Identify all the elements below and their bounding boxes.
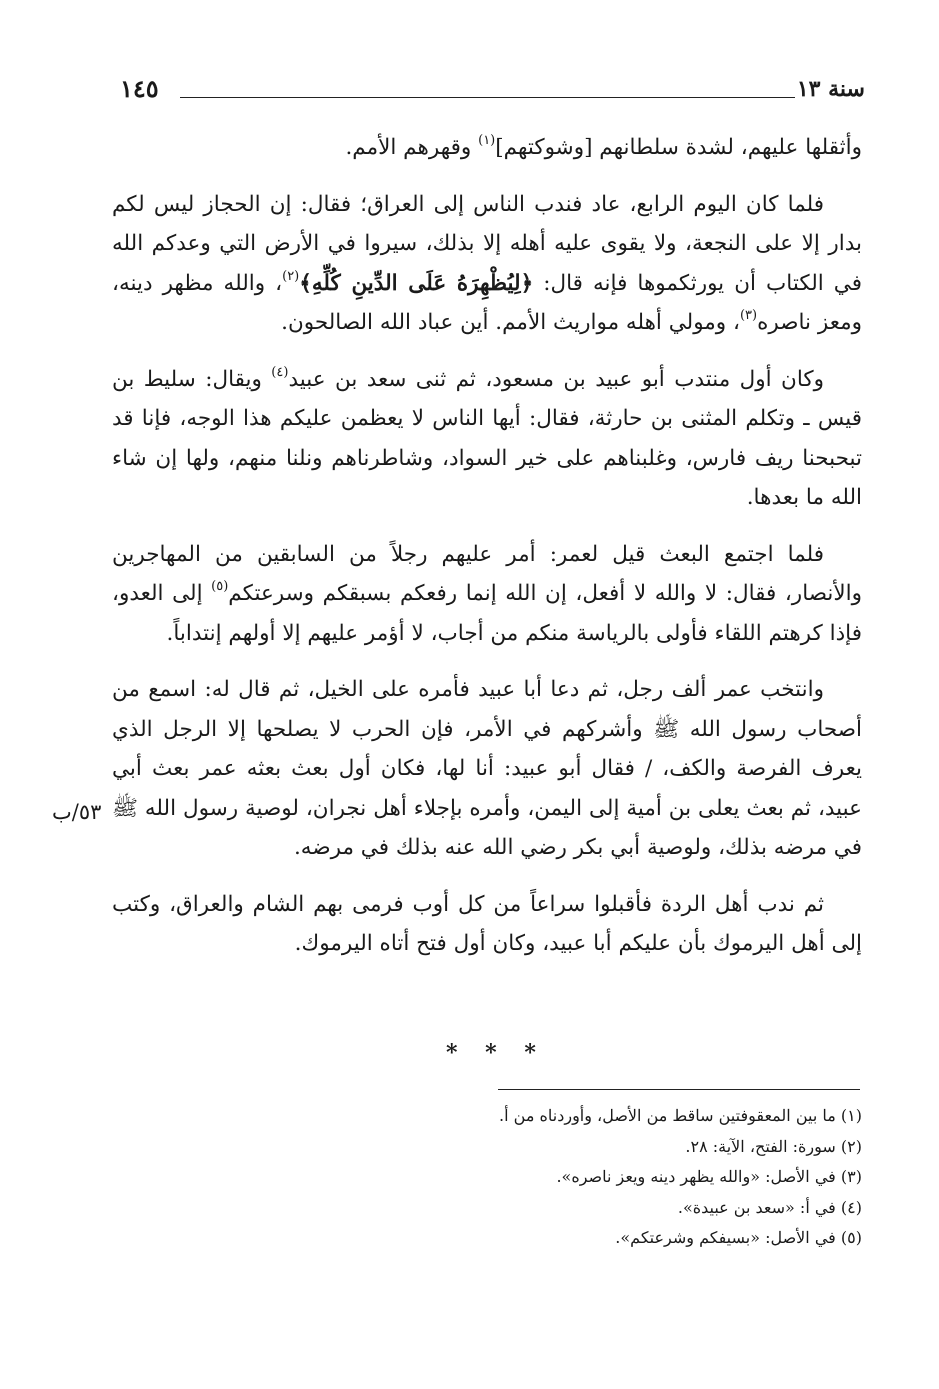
text-run: فلما كان اليوم الرابع، عاد فندب الناس إلى العراق؛ فقال: إن الحجاز ليس لكم بدار إلا على النجعة، ولا يقوى عليه أهله إلا بذلك، سيروا في الأرض التي وعدكم الله في الكتاب أن يورثكموها فإنه قال:	[112, 191, 862, 296]
page-number: ١٤٥	[120, 74, 159, 103]
paragraph	[112, 885, 862, 964]
footnote: (٢) سورة: الفتح، الآية: ٢٨.	[685, 1136, 862, 1156]
paragraph	[112, 535, 862, 654]
text-run: ، ومولي أهله مواريث الأمم. أين عباد الله الصالحون.	[281, 310, 740, 335]
footnote: (٥) في الأصل: «بسيفكم وشرعتكم».	[615, 1228, 862, 1247]
footnotes	[112, 1101, 862, 1254]
footnote: (١) ما بين المعقوفتين ساقط من الأصل، وأوردناه من أ.	[499, 1106, 862, 1125]
quranic-quotation: ﴿لِيُظْهِرَهُ عَلَى الدِّينِ كُلِّهِ﴾	[299, 270, 534, 296]
page-header	[120, 70, 865, 110]
text-run: وكان أول منتدب أبو عبيد بن مسعود، ثم ثنى سعد بن عبيد	[288, 366, 824, 392]
text-run: إلى العدو، فإذا كرهتم اللقاء فأولى بالرياسة منكم من أجاب، لا أؤمر عليهم إلا أولهم إنتداباً.	[112, 581, 862, 646]
paragraph	[112, 360, 862, 518]
footnote-marker: (١)	[478, 133, 496, 148]
paragraph	[112, 128, 862, 168]
text-run: ، والله مظهر دينه، ومعز ناصره	[112, 270, 862, 335]
footnote-marker: (٤)	[271, 364, 289, 380]
header-rule	[180, 97, 795, 98]
text-run: فلما اجتمع البعث قيل لعمر: أمر عليهم رجلاً من السابقين من المهاجرين والأنصار، فقال: لا والله لا أفعل، إن الله إنما رفعكم بسبقكم وسرعتكم	[112, 541, 862, 606]
text-run: وانتخب عمر ألف رجل، ثم دعا أبا عبيد فأمره على الخيل، ثم قال له: اسمع من أصحاب رسول الله ﷺ وأشركهم في الأمر، فإن الحرب لا يصلحها إلا الرجل الذي يعرف الفرصة والكف، / فقال أبو عبيد: أنا لها، فكان أول بعث بعثه عمر بعث أبي عبيد، ثم بعث يعلى بن أمية إلى اليمن، وأمره بإجلاء أهل نجران، لوصية رسول الله ﷺ في مرضه بذلك، ولوصية أبي بكر رضي الله عنه بذلك في مرضه.	[112, 677, 862, 860]
footnote: (٣) في الأصل: «والله يظهر دينه ويعز ناصره».	[556, 1167, 862, 1186]
footnote: (٤) في أ: «سعد بن عبيدة».	[677, 1197, 862, 1217]
paragraph	[112, 185, 862, 343]
main-text	[112, 128, 862, 981]
section-ornament: * * *	[446, 1040, 546, 1066]
manuscript-folio-note: ٥٣/ب	[52, 800, 102, 824]
text-run: ثم ندب أهل الردة فأقبلوا سراعاً من كل أوب فرمى بهم الشام والعراق، وكتب إلى أهل اليرموك بأن عليكم أبا عبيد، وكان أول فتح أتاه اليرموك.	[112, 891, 862, 956]
text-run: ويقال: سليط بن قيس ـ وتكلم المثنى بن حارثة، فقال: أيها الناس لا يعظمن عليكم هذا الوجه، فإنا قد تبحبحنا ريف فارس، وغلبناهم على خير السواد، وشاطرناهم ونلنا منهم، ولها إن شاء الله ما بعدها.	[112, 366, 862, 510]
footnote-marker: (٣)	[739, 308, 758, 323]
footnote-marker: (٢)	[282, 268, 300, 284]
footnote-rule	[498, 1089, 860, 1090]
footnote-marker: (٥)	[211, 579, 229, 594]
running-title: سنة ١٣	[796, 76, 865, 102]
text-run: وأثقلها عليهم، لشدة سلطانهم [وشوكتهم]	[495, 135, 862, 160]
text-run: وقهرهم الأمم.	[345, 135, 479, 160]
paragraph	[112, 670, 862, 868]
